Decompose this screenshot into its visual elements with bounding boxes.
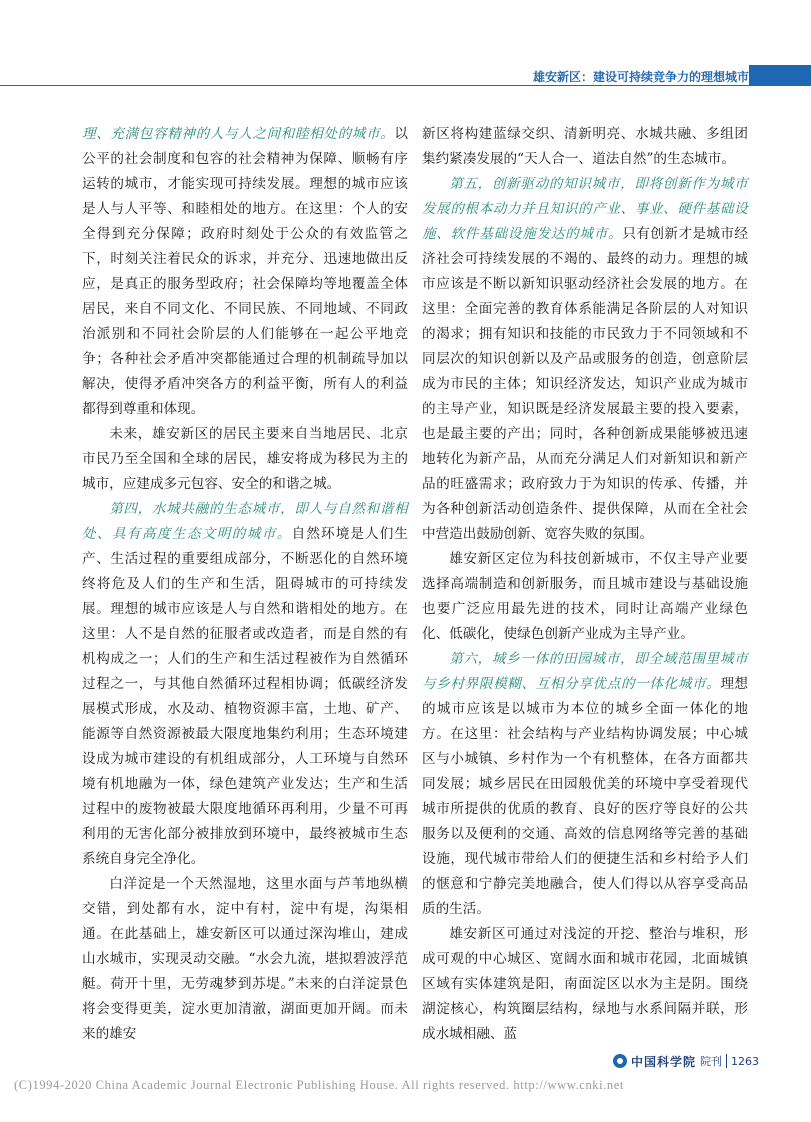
paragraph bbox=[82, 122, 408, 422]
emphasis-heading: 第六，城乡一体的田园城市，即全域范围里城市与乡村界限模糊、互相分享优点的一体化城市。 bbox=[422, 651, 748, 692]
copyright-notice: (C)1994-2020 China Academic Journal Electronic Publishing House. All rights reserved. http://www.cnki.net bbox=[14, 1078, 625, 1092]
header-rule bbox=[0, 85, 811, 86]
paragraph bbox=[422, 172, 748, 547]
body-text: 以公平的社会制度和包容的社会精神为保障、顺畅有序运转的城市，才能实现可持续发展。理想的城市应该是人与人平等、和睦相处的地方。在这里：个人的安全得到充分保障；政府时刻处于公众的有效监管之下，时刻关注着民众的诉求，并充分、迅速地做出反应，是真正的服务型政府；社会保障均等地覆盖全体居民，来自不同文化、不同民族、不同地域、不同政治派别和不同社会阶层的人们能够在一起公平地竞争；各种社会矛盾冲突都能通过合理的机制疏导加以解决，使得矛盾冲突各方的利益平衡，所有人的利益都得到尊重和体现。 bbox=[82, 126, 408, 417]
paragraph: 未来，雄安新区的居民主要来自当地居民、北京市民乃至全国和全球的居民，雄安将成为移民为主的城市，应建成多元包容、安全的和谐之城。 bbox=[82, 426, 408, 492]
emphasis-heading: 第四，水城共融的生态城市，即人与自然和谐相处、具有高度生态文明的城市。 bbox=[82, 501, 408, 542]
running-header-title: 雄安新区：建设可持续竞争力的理想城市 bbox=[532, 70, 749, 84]
paragraph: 雄安新区定位为科技创新城市，不仅主导产业要选择高端制造和创新服务，而且城市建设与基础设施也要广泛应用最先进的技术，同时让高端产业绿色化、低碳化，使绿色创新产业成为主导产业。 bbox=[422, 551, 748, 642]
paragraph: 白洋淀是一个天然湿地，这里水面与芦苇地纵横交错，到处都有水，淀中有村，淀中有堤，沟渠相通。在此基础上，雄安新区可以通过深沟堆山，建成山水城市，实现灵动交融。“水会九流，堪拟碧波浮范艇。荷开十里，无劳魂梦到苏堤。”未来的白洋淀景色将会变得更美，淀水更加清澈，湖面更加开阔。而未来的雄安 bbox=[82, 876, 408, 1042]
footer-divider bbox=[726, 1054, 727, 1068]
page-footer bbox=[613, 1052, 759, 1070]
paragraph bbox=[422, 647, 748, 922]
body-text: 理想的城市应该是以城市为本位的城乡全面一体化的地方。在这里：社会结构与产业结构协调发展；中心城区与小城镇、乡村作为一个有机整体，在各方面都共同发展；城乡居民在田园般优美的环境中享受着现代城市所提供的优质的教育、良好的医疗等良好的公共服务以及便利的交通、高效的信息网络等完善的基础设施，现代城市带给人们的便捷生活和乡村给予人们的惬意和宁静完美地融合，使人们得以从容享受高品质的生活。 bbox=[422, 676, 748, 917]
journal-sub: 院刊 bbox=[700, 1055, 722, 1068]
running-header bbox=[0, 65, 811, 87]
paragraph bbox=[82, 497, 408, 872]
right-column bbox=[422, 122, 748, 1047]
paragraph: 雄安新区可通过对浅淀的开挖、整治与堆积，形成可观的中心城区、宽阔水面和城市花园，北面城镇区域有实体建筑是阳，南面淀区以水为主是阴。围绕湖淀核心，构筑圈层结构，绿地与水系间隔并联，形成水城相融、蓝 bbox=[422, 926, 748, 1042]
paragraph: 新区将构建蓝绿交织、清新明亮、水城共融、多组团集约紧凑发展的“天人合一、道法自然”的生态城市。 bbox=[422, 126, 748, 167]
journal-name: 中国科学院 bbox=[630, 1054, 696, 1069]
body-text: 只有创新才是城市经济社会可持续发展的不竭的、最终的动力。理想的城市应该是不断以新知识驱动经济社会发展的地方。在这里：全面完善的教育体系能满足各阶层的人对知识的渴求；拥有知识和技能的市民致力于不同领域和不同层次的知识创新以及产品或服务的创造，创意阶层成为市民的主体；知识经济发达，知识产业成为城市的主导产业，知识既是经济发展最主要的投入要素，也是最主要的产出；同时，各种创新成果能够被迅速地转化为新产品，从而充分满足人们对新知识和新产品的旺盛需求；政府致力于为知识的传承、传播，并为各种创新活动创造条件、提供保障，从而在全社会中营造出鼓励创新、宽容失败的氛围。 bbox=[422, 226, 748, 542]
body-text: 自然环境是人们生产、生活过程的重要组成部分，不断恶化的自然环境终将危及人们的生产和生活，阻碍城市的可持续发展。理想的城市应该是人与自然和谐相处的地方。在这里：人不是自然的征服者或改造者，而是自然的有机构成之一；人们的生产和生活过程被作为自然循环过程之一，与其他自然循环过程相协调；低碳经济发展模式形成，水及动、植物资源丰富，土地、矿产、能源等自然资源被最大限度地集约利用；生态环境建设成为城市建设的有机组成部分，人工环境与自然环境有机地融为一体，绿色建筑产业发达；生产和生活过程中的废物被最大限度地循环再利用，少量不可再利用的无害化部分被排放到环境中，最终被城市生态系统自身完全净化。 bbox=[82, 526, 408, 867]
left-column bbox=[82, 122, 408, 1047]
header-accent-block bbox=[749, 65, 811, 86]
page-number: 1263 bbox=[731, 1054, 759, 1068]
journal-logo-icon bbox=[613, 1054, 627, 1068]
emphasis-heading: 理、充满包容精神的人与人之间和睦相处的城市。 bbox=[82, 126, 395, 142]
emphasis-heading: 第五，创新驱动的知识城市，即将创新作为城市发展的根本动力并且知识的产业、事业、硬件基础设施、软件基础设施发达的城市。 bbox=[422, 176, 748, 242]
